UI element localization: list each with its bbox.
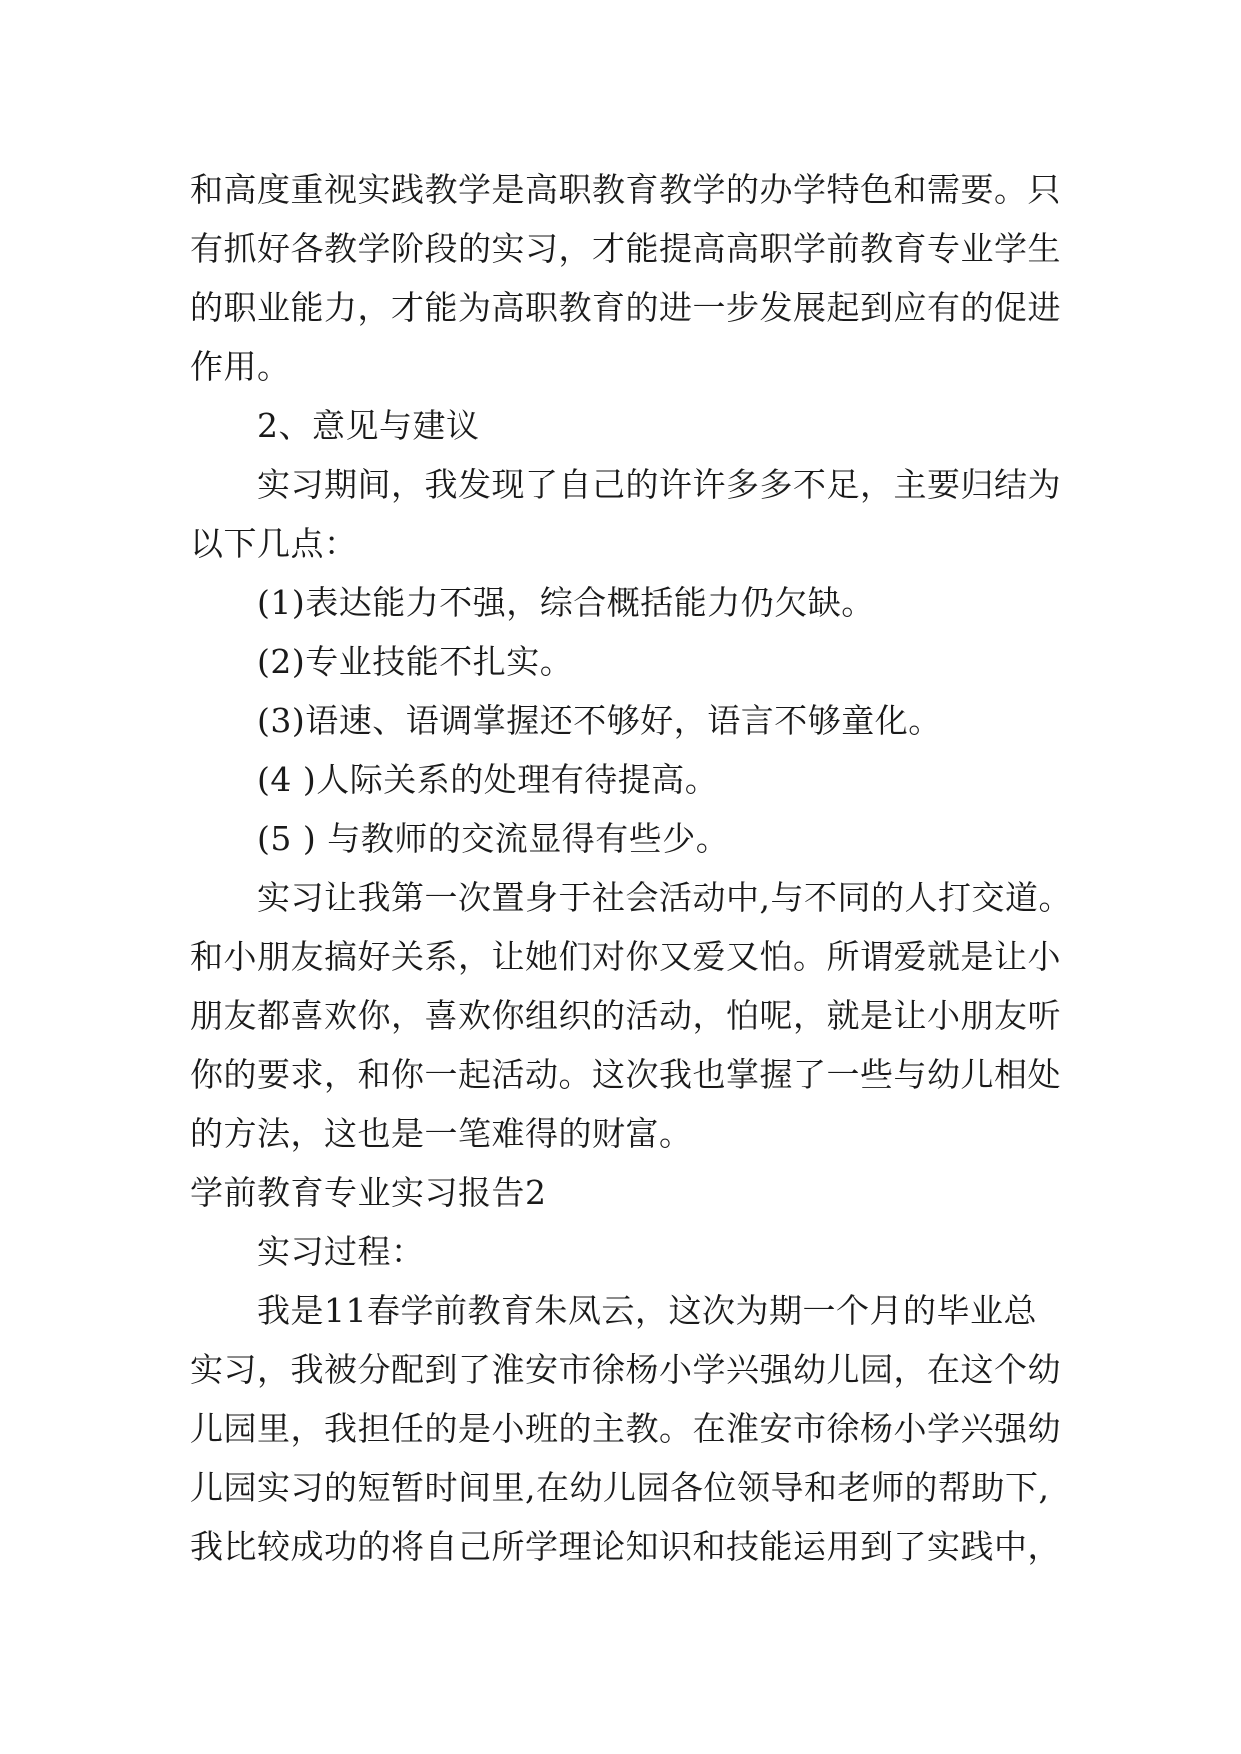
section-heading: 实习过程： [257,1232,425,1271]
paragraph-line: 作用。 [190,347,291,386]
paragraph-line: 我比较成功的将自己所学理论知识和技能运用到了实践中， [190,1527,1061,1566]
list-item: (2)专业技能不扎实。 [257,642,574,681]
paragraph-line: 儿园里，我担任的是小班的主教。在淮安市徐杨小学兴强幼 [190,1409,1061,1448]
report-title: 学前教育专业实习报告2 [190,1173,547,1212]
list-item: (1)表达能力不强，综合概括能力仍欠缺。 [257,583,875,622]
paragraph-line: 实习，我被分配到了淮安市徐杨小学兴强幼儿园，在这个幼 [190,1350,1061,1389]
paragraph-line: 的方法，这也是一笔难得的财富。 [190,1114,693,1153]
list-item: (5 ) 与教师的交流显得有些少。 [257,819,730,858]
paragraph-line: 和高度重视实践教学是高职教育教学的办学特色和需要。只 [190,170,1061,209]
document-body [190,160,1072,1576]
paragraph-line: 儿园实习的短暂时间里,在幼儿园各位领导和老师的帮助下, [190,1468,1050,1507]
paragraph-line: 朋友都喜欢你，喜欢你组织的活动，怕呢，就是让小朋友听 [190,996,1061,1035]
paragraph-line: 和小朋友搞好关系，让她们对你又爱又怕。所谓爱就是让小 [190,937,1061,976]
paragraph-line: 实习让我第一次置身于社会活动中,与不同的人打交道。 [257,878,1072,917]
list-item: (3)语速、语调掌握还不够好，语言不够童化。 [257,701,942,740]
section-heading: 2、意见与建议 [257,406,480,445]
list-item: (4 )人际关系的处理有待提高。 [257,760,719,799]
paragraph-line: 的职业能力，才能为高职教育的进一步发展起到应有的促进 [190,288,1061,327]
paragraph-line: 有抓好各教学阶段的实习，才能提高高职学前教育专业学生 [190,229,1061,268]
paragraph-line: 你的要求，和你一起活动。这次我也掌握了一些与幼儿相处 [190,1055,1061,1094]
paragraph-line: 实习期间，我发现了自己的许许多多不足，主要归结为 [257,465,1061,504]
paragraph-line: 我是11春学前教育朱凤云，这次为期一个月的毕业总 [257,1291,1037,1330]
paragraph-line: 以下几点： [190,524,358,563]
